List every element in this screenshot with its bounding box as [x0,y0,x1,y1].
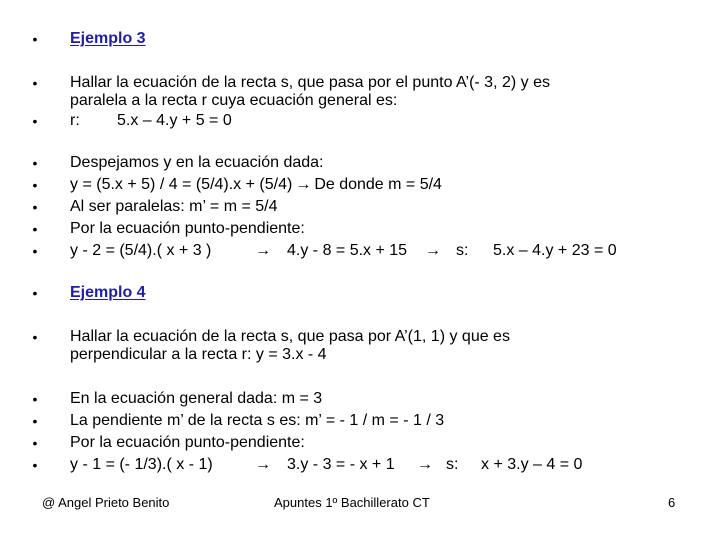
footer-course: Apuntes 1º Bachillerato CT [274,495,430,510]
example3-heading-row [0,28,720,50]
bullet: • [32,413,38,429]
point-slope-expression: y - 2 = (5/4).( x + 3 ) [70,242,212,259]
example3-solution-row5 [0,240,720,262]
example3-equation-row [0,110,720,132]
bullet: • [32,391,38,407]
result-label-s: s: [456,242,469,259]
bullet: • [32,177,38,193]
bullet: • [32,155,38,171]
example4-solution-line1: En la ecuación general dada: m = 3 [70,390,323,407]
example4-statement-line2: perpendicular a la recta r: y = 3.x - 4 [70,346,327,363]
result-equation-s: 5.x – 4.y + 23 = 0 [493,242,617,259]
example3-solution-line1: Despejamos y en la ecuación dada: [70,154,324,171]
example4-heading[interactable]: Ejemplo 4 [70,284,146,301]
bullet: • [32,113,38,129]
example3-solution-row1 [0,152,720,174]
example3-statement-line2: paralela a la recta r cuya ecuación general es: [70,92,398,109]
example3-statement-line1: Hallar la ecuación de la recta s, que pasa por el punto A’(- 3, 2) y es [70,74,550,91]
result-equation-s: x + 3.y – 4 = 0 [481,456,583,473]
bullet: • [32,457,38,473]
equation-label-r: r: [70,112,80,129]
bullet: • [32,435,38,451]
expanded-expression: 4.y - 8 = 5.x + 15 [287,242,408,259]
arrow-icon: → [295,176,312,193]
example4-solution-row1 [0,388,720,410]
arrow-icon: → [417,456,433,473]
example3-solution-line2 [70,174,442,196]
example4-solution-row3 [0,432,720,454]
point-slope-expression: y - 1 = (- 1/3).( x - 1) [70,456,213,473]
expanded-expression: 3.y - 3 = - x + 1 [287,456,395,473]
result-label-s: s: [446,456,459,473]
slope-result: De donde m = 5/4 [314,176,442,193]
bullet: • [32,31,38,47]
bullet: • [32,199,38,215]
example3-solution-line3: Al ser paralelas: m’ = m = 5/4 [70,198,278,215]
example4-statement-row2 [0,344,720,366]
arrow-icon: → [425,242,441,259]
example3-heading[interactable]: Ejemplo 3 [70,30,146,47]
equation-r: 5.x – 4.y + 5 = 0 [117,112,232,129]
bullet: • [32,285,38,301]
page-number: 6 [668,495,676,510]
arrow-icon: → [255,456,271,473]
bullet: • [32,243,38,259]
footer-author: @ Angel Prieto Benito [42,495,170,510]
example4-solution-line3: Por la ecuación punto-pendiente: [70,434,305,451]
example4-solution-line2: La pendiente m’ de la recta s es: m’ = - 1 / m = - 1 / 3 [70,412,445,429]
solve-y-expression: y = (5.x + 5) / 4 = (5/4).x + (5/4) [70,176,293,193]
bullet: • [32,329,38,345]
bullet: • [32,75,38,91]
example3-solution-line4: Por la ecuación punto-pendiente: [70,220,305,237]
example3-solution-row4 [0,218,720,240]
bullet: • [32,221,38,237]
example4-solution-row2 [0,410,720,432]
example3-statement-row2 [0,90,720,112]
example3-solution-row2 [0,174,720,196]
example4-statement-line1: Hallar la ecuación de la recta s, que pasa por A’(1, 1) y que es [70,328,510,345]
arrow-icon: → [255,242,271,259]
example4-solution-row4 [0,454,720,476]
example3-solution-row3 [0,196,720,218]
example4-heading-row [0,282,720,304]
